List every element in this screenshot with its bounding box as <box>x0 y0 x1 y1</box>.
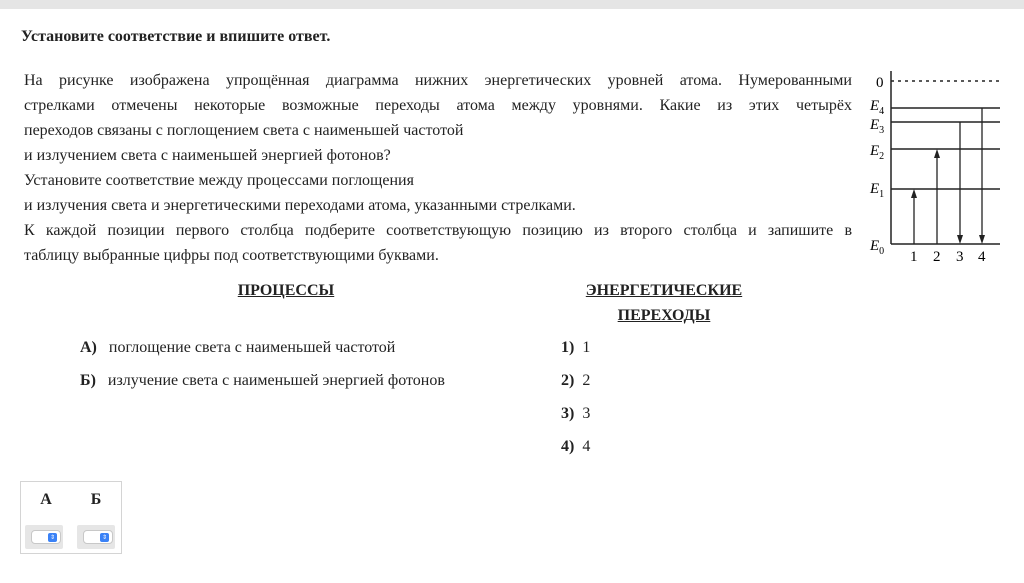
level-label-e3: $E_3$ <box>870 117 885 136</box>
top-bar <box>0 0 1024 9</box>
arrow-number-3: 3 <box>956 249 964 265</box>
answer-table <box>20 481 122 554</box>
arrow-head-3 <box>957 235 963 244</box>
problem-line: На рисунке изображена упрощённая диаграмма нижних энергетических уровней атома. Нумерованными <box>24 72 852 89</box>
answer-select-b[interactable] <box>77 525 115 549</box>
problem-line: переходов связаны с поглощением света с наименьшей частотой <box>24 122 464 139</box>
transition-text: 1 <box>582 339 591 356</box>
transition-text: 2 <box>582 372 591 389</box>
process-key: А) <box>80 339 97 356</box>
transition-key: 2) <box>561 372 575 389</box>
answer-header-a: А <box>40 491 52 508</box>
problem-line: стрелками отмечены некоторые возможные переходы атома между уровнями. Какие из этих четырёх <box>24 97 852 114</box>
level-label-e2: $E_2$ <box>870 143 885 162</box>
problem-line: и излучением света с наименьшей энергией фотонов? <box>24 147 391 164</box>
arrow-number-1: 1 <box>910 249 918 265</box>
arrow-head-4 <box>979 235 985 244</box>
problem-text <box>24 68 852 268</box>
level-label-e0: $E_0$ <box>870 238 885 257</box>
energy-level-diagram <box>866 68 1006 268</box>
transition-key: 4) <box>561 438 575 455</box>
problem-line: и излучения света и энергетическими переходами атома, указанными стрелками. <box>24 197 576 214</box>
chevron-updown-icon: ⇕ <box>101 534 108 541</box>
arrow-number-2: 2 <box>933 249 941 265</box>
select-field[interactable] <box>83 530 113 544</box>
arrow-head-2 <box>934 149 940 158</box>
process-key: Б) <box>80 372 96 389</box>
zero-label: 0 <box>876 75 884 91</box>
level-label-e1: $E_1$ <box>870 181 885 200</box>
answer-select-a[interactable] <box>25 525 63 549</box>
transition-row-1 <box>561 339 590 357</box>
process-row-a <box>80 339 395 357</box>
arrow-number-4: 4 <box>978 249 986 265</box>
level-label-e4: $E_4$ <box>870 98 885 117</box>
process-text: поглощение света с наименьшей частотой <box>108 339 396 356</box>
transition-row-4 <box>561 438 590 456</box>
process-text: излучение света с наименьшей энергией фотонов <box>107 372 445 389</box>
transition-key: 3) <box>561 405 575 422</box>
transitions-header: ЭНЕРГЕТИЧЕСКИЕ ПЕРЕХОДЫ <box>585 282 743 324</box>
task-instruction: Установите соответствие и впишите ответ. <box>21 28 331 45</box>
transition-text: 3 <box>582 405 591 422</box>
transition-row-3 <box>561 405 590 423</box>
process-row-b <box>80 372 445 390</box>
arrow-head-1 <box>911 189 917 198</box>
transition-key: 1) <box>561 339 575 356</box>
select-field[interactable] <box>31 530 61 544</box>
problem-line: таблицу выбранные цифры под соответствующими буквами. <box>24 247 439 264</box>
transition-row-2 <box>561 372 590 390</box>
transition-text: 4 <box>582 438 591 455</box>
answer-header-b: Б <box>90 491 102 508</box>
processes-header: ПРОЦЕССЫ <box>237 282 335 299</box>
problem-line: Установите соответствие между процессами поглощения <box>24 172 414 189</box>
chevron-updown-icon: ⇕ <box>49 534 56 541</box>
problem-line: К каждой позиции первого столбца подберите соответствующую позицию из второго столбца и запишите в <box>24 222 852 239</box>
